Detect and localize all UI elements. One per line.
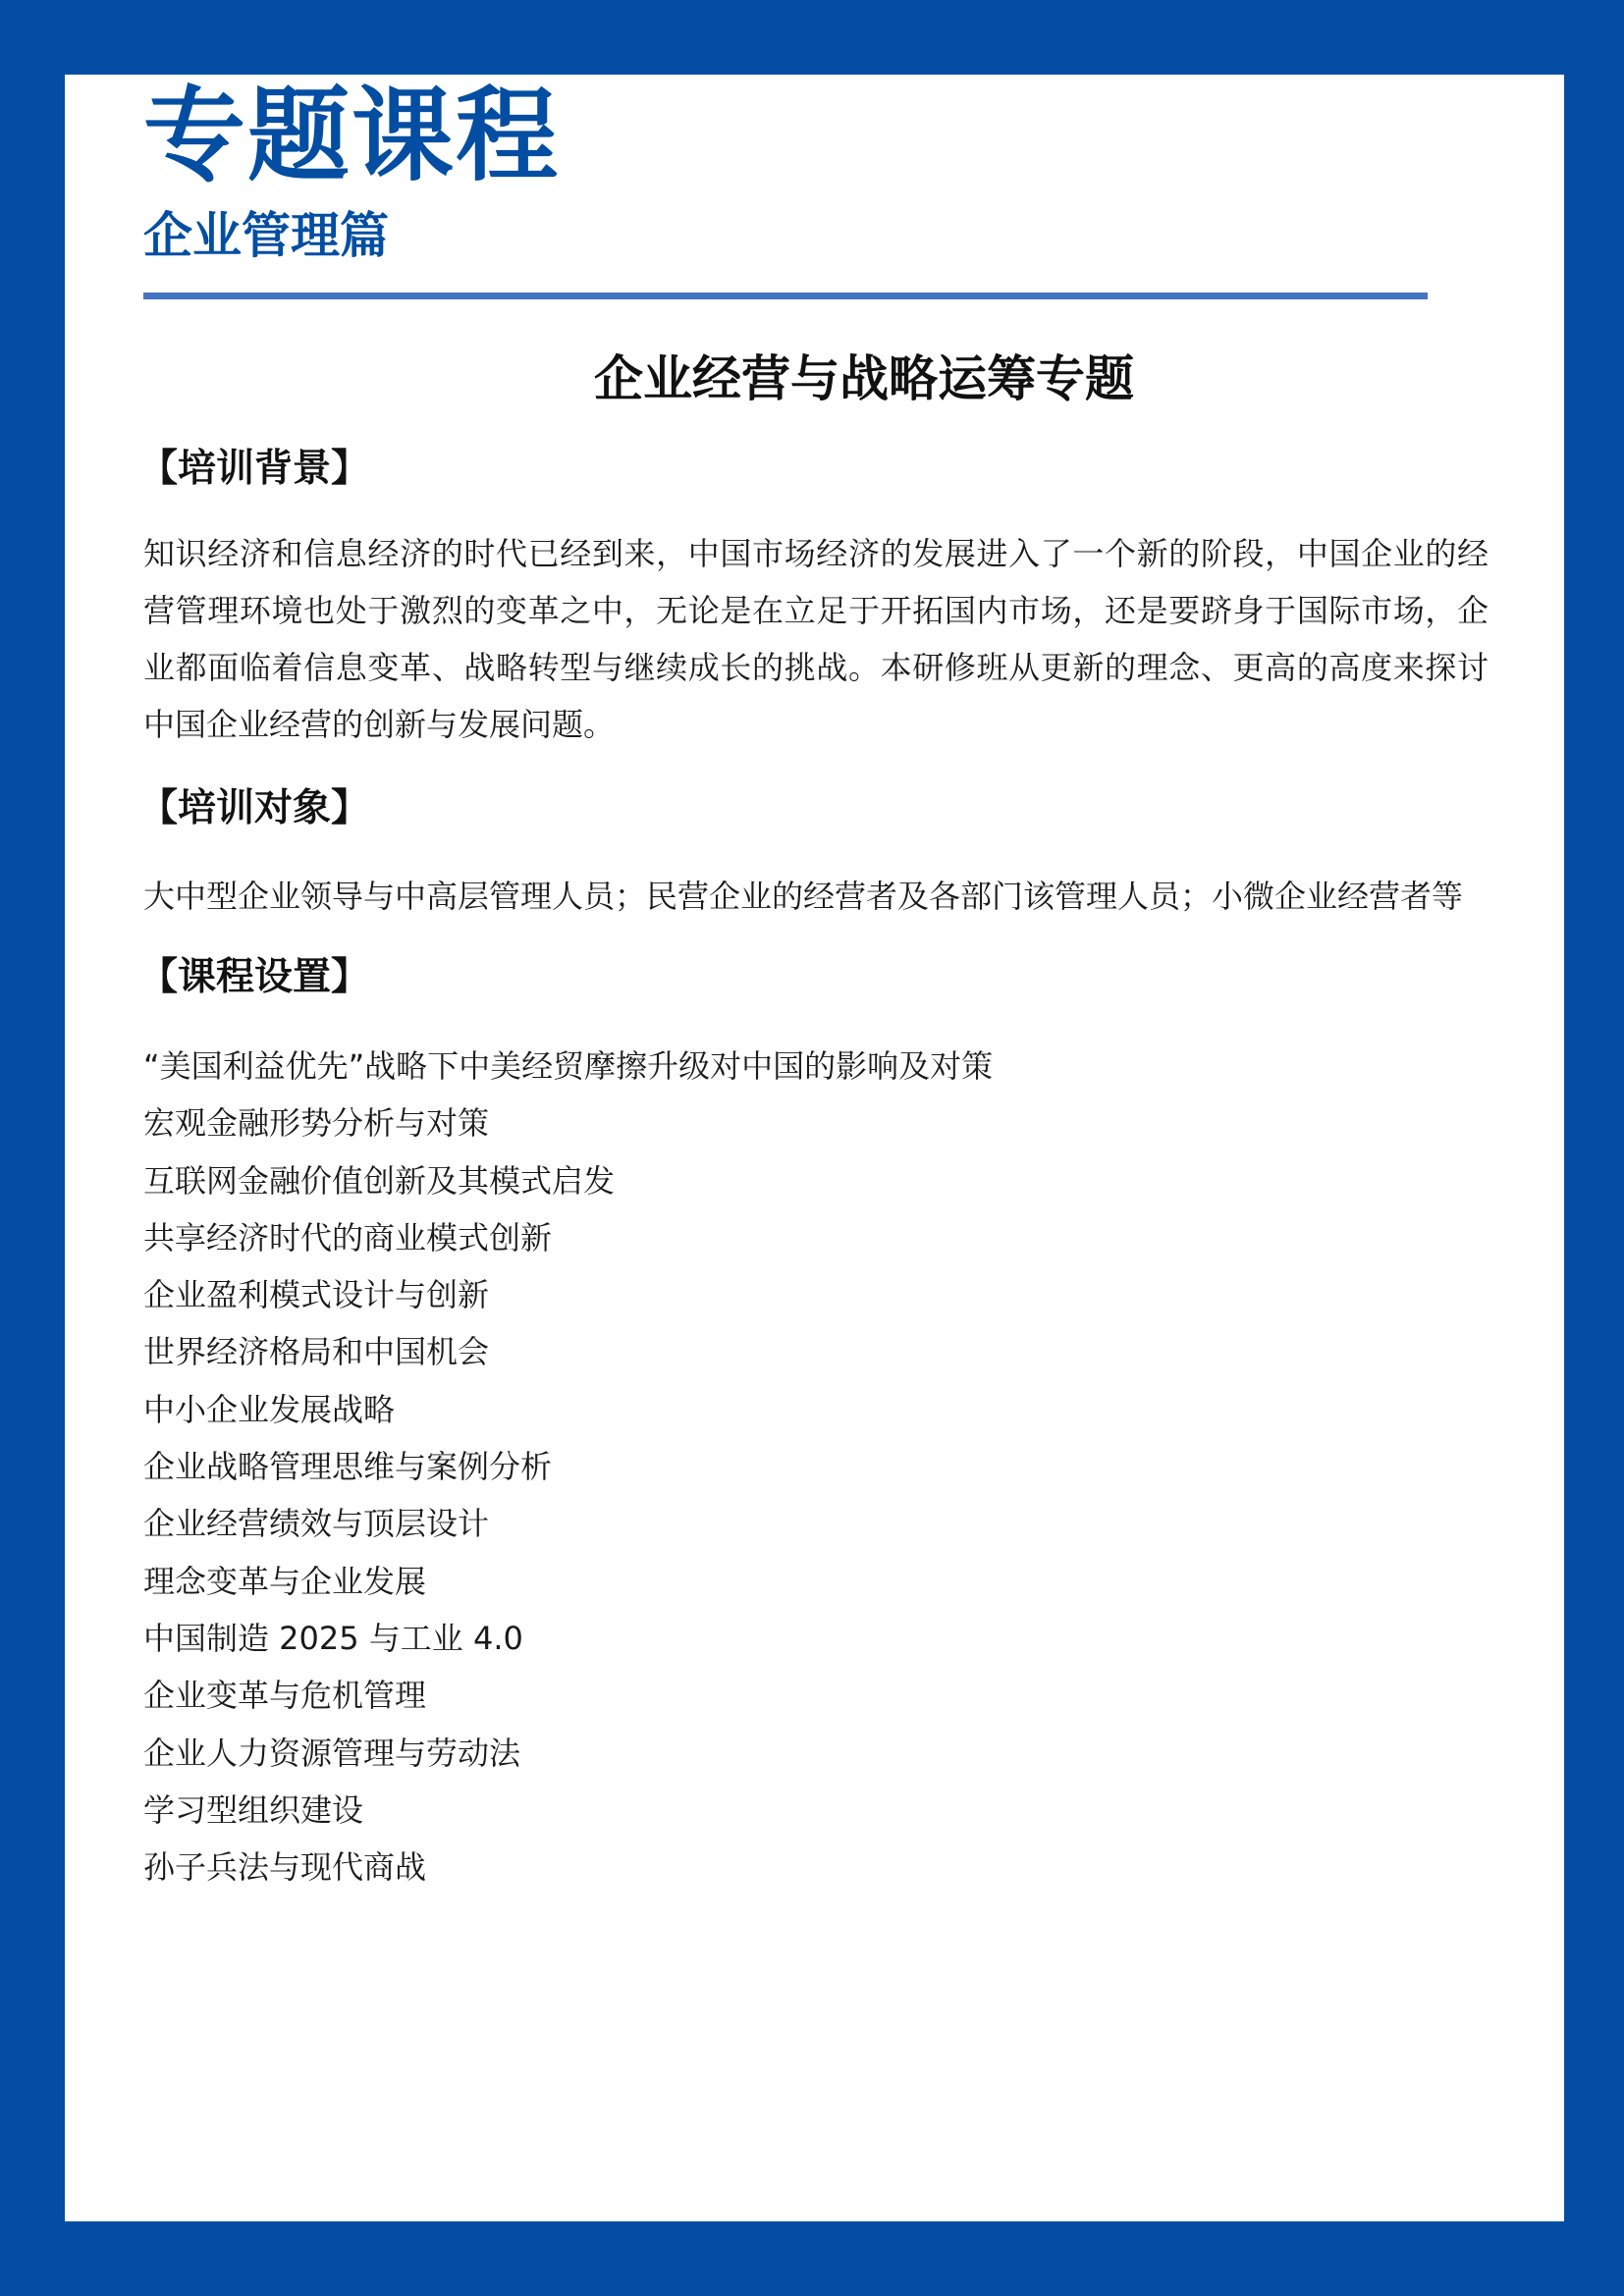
course-item: 宏观金融形势分析与对策 (143, 1104, 490, 1143)
page-title: 专题课程 (143, 76, 561, 195)
course-item: 互联网金融价值创新及其模式启发 (143, 1161, 616, 1200)
course-item: 企业盈利模式设计与创新 (143, 1276, 490, 1314)
course-item: 孙子兵法与现代商战 (143, 1848, 427, 1887)
course-item: “美国利益优先”战略下中美经贸摩擦升级对中国的影响及对策 (143, 1047, 994, 1085)
course-item: 中小企业发展战略 (143, 1390, 396, 1428)
section-heading-background: 【培训背景】 (139, 446, 370, 491)
course-list (143, 1038, 1489, 1896)
section-heading-audience: 【培训对象】 (139, 785, 370, 830)
audience-paragraph: 大中型企业领导与中高层管理人员；民营企业的经营者及各部门该管理人员；小微企业经营者等 (143, 878, 1464, 915)
document-content (139, 75, 1489, 1896)
course-item: 中国制造 2025 与工业 4.0 (143, 1619, 523, 1657)
topic-title: 企业经营与战略运筹专题 (594, 350, 1134, 407)
course-item: 理念变革与企业发展 (143, 1562, 427, 1600)
header-divider (143, 293, 1428, 299)
course-item: 企业人力资源管理与劳动法 (143, 1734, 521, 1772)
course-item: 企业经营绩效与顶层设计 (143, 1505, 490, 1543)
background-paragraph: 知识经济和信息经济的时代已经到来，中国市场经济的发展进入了一个新的阶段，中国企业的经营管理环境也处于激烈的变革之中，无论是在立足于开拓国内市场，还是要跻身于国际市场，企业都面临着信息变革、战略转型与继续成长的挑战。本研修班从更新的理念、更高的高度来探讨中国企业经营的创新与发展问题。 (143, 535, 1489, 743)
course-item: 企业变革与危机管理 (143, 1677, 427, 1715)
course-item: 企业战略管理思维与案例分析 (143, 1448, 553, 1486)
course-item: 共享经济时代的商业模式创新 (143, 1218, 553, 1256)
page-subtitle: 企业管理篇 (143, 207, 389, 264)
section-heading-courses: 【课程设置】 (139, 954, 370, 999)
course-item: 学习型组织建设 (143, 1790, 364, 1829)
course-item: 世界经济格局和中国机会 (143, 1333, 490, 1371)
